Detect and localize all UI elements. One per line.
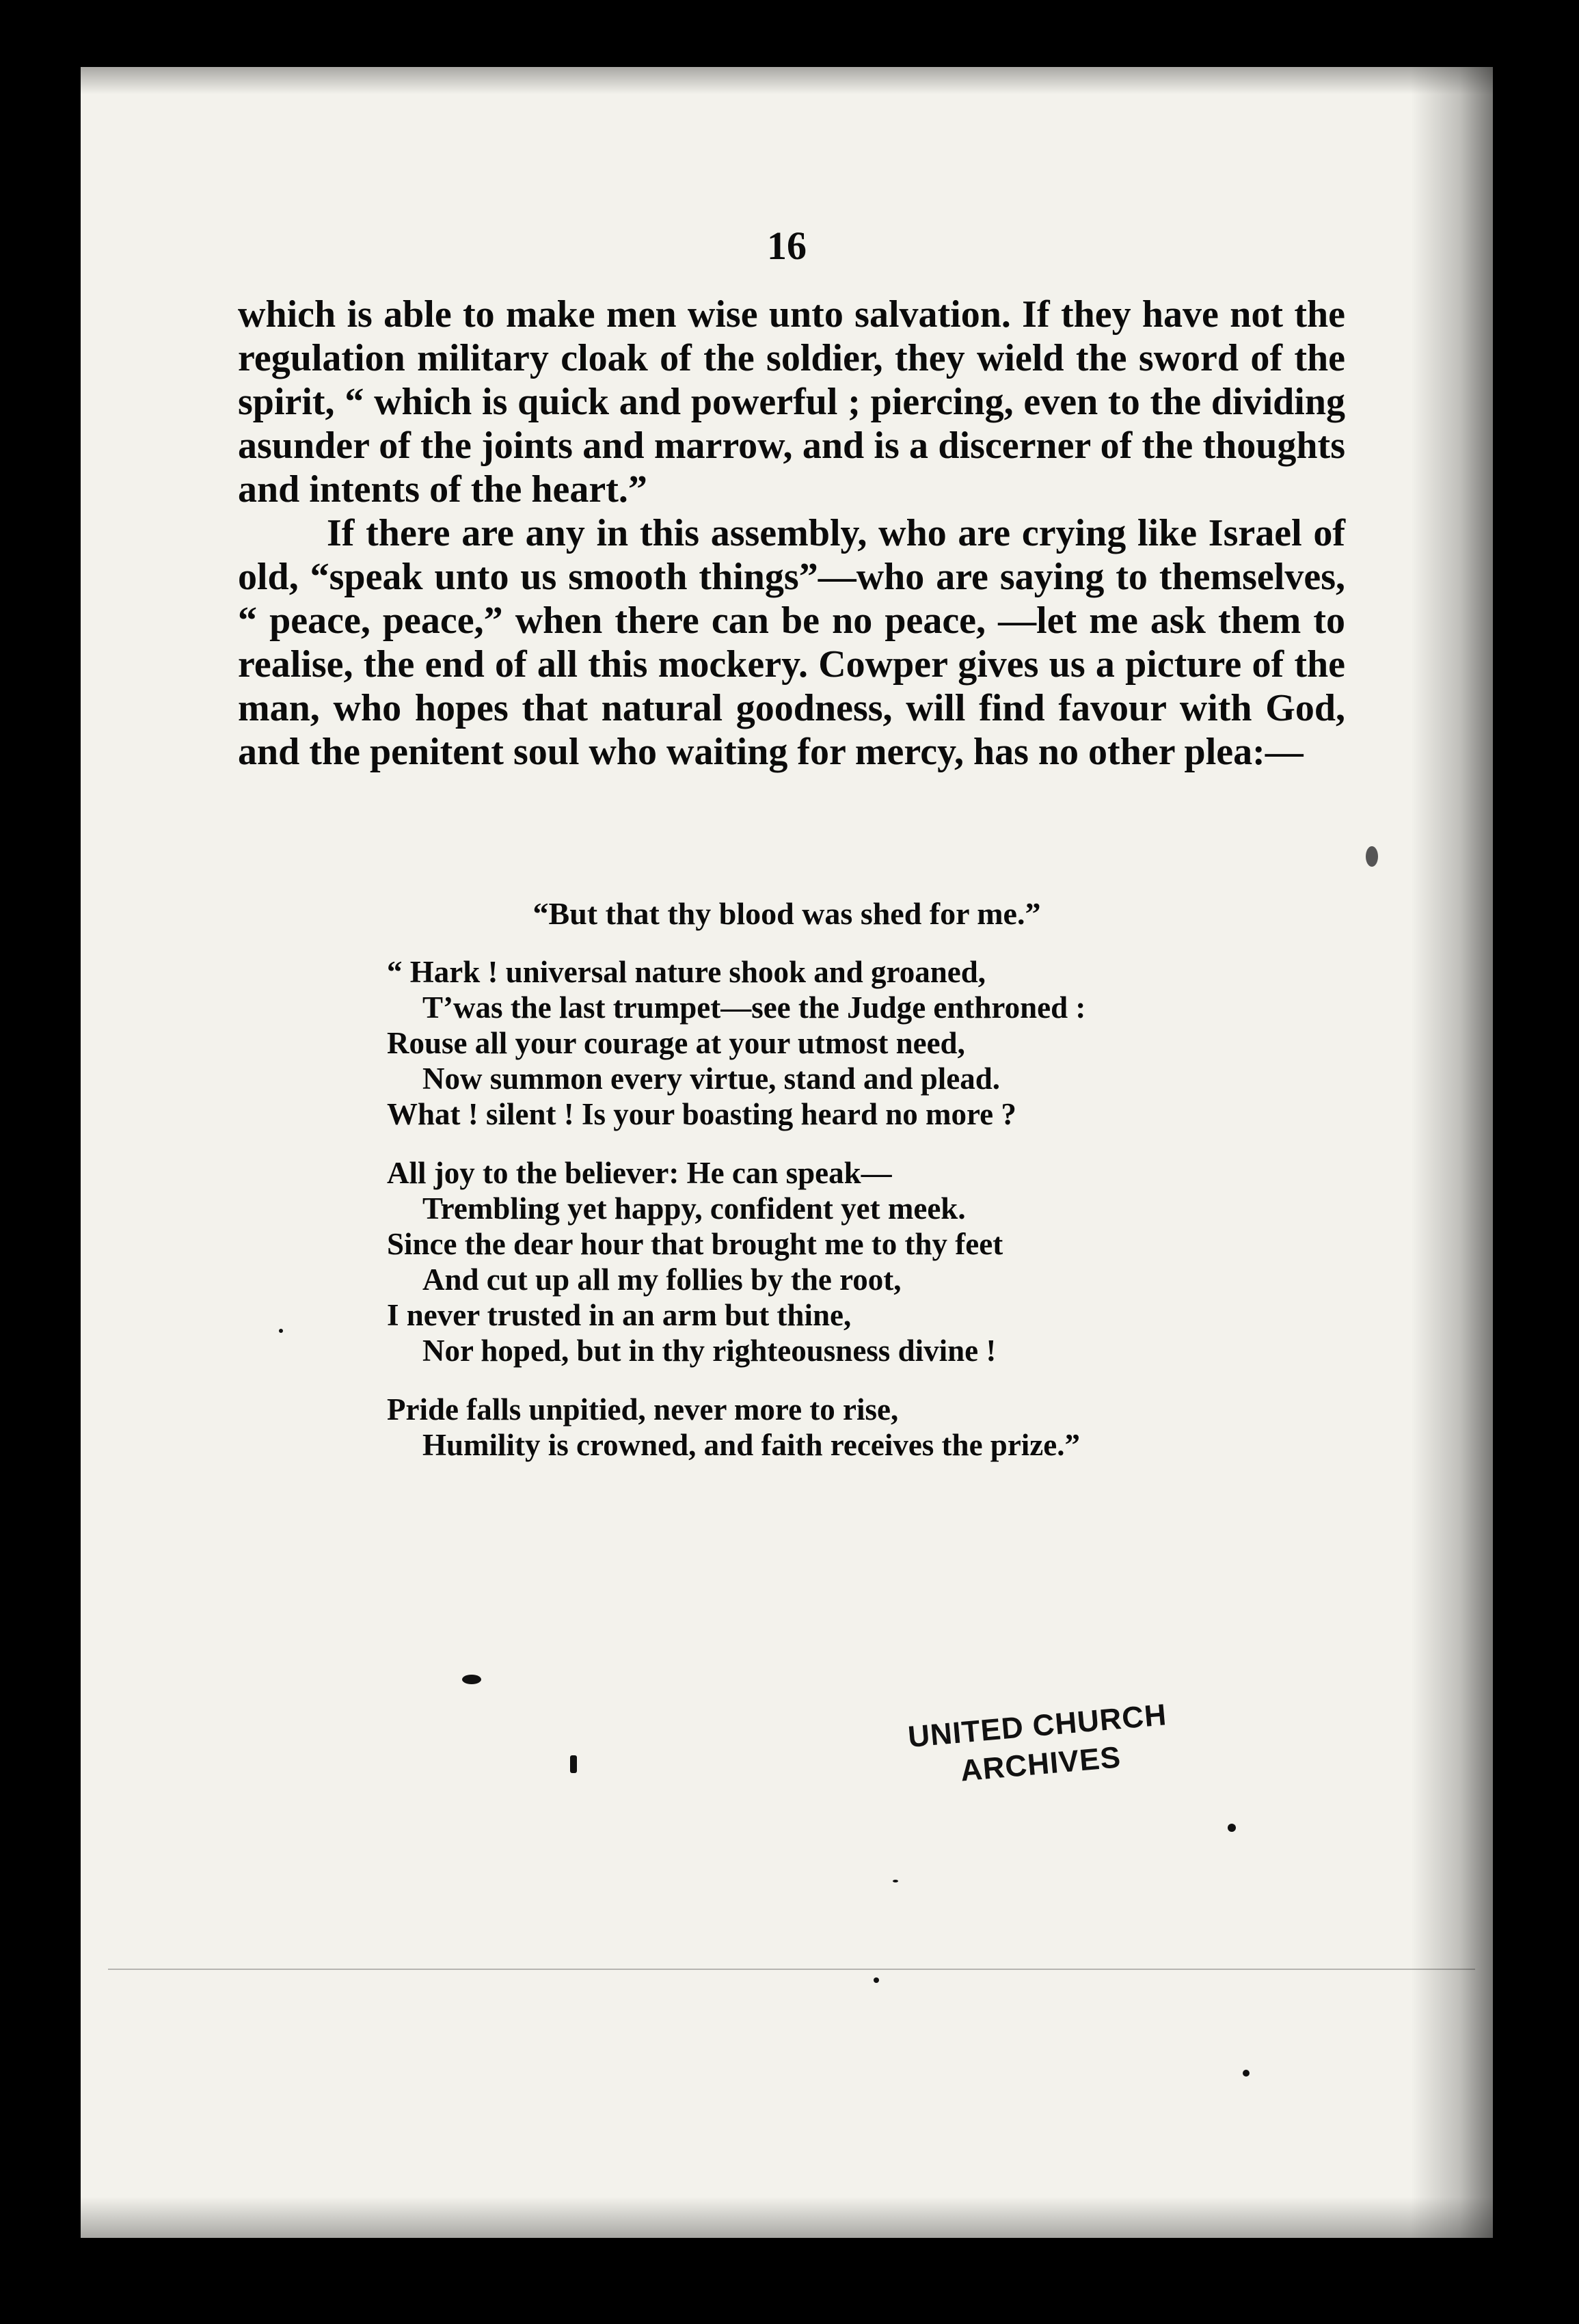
poem-stanza-3 [387, 1392, 1276, 1463]
poem [387, 954, 1276, 1486]
poem-line: Since the dear hour that brought me to thy feet [387, 1227, 1003, 1261]
poem-line: All joy to the believer: He can speak— [387, 1156, 892, 1190]
poem-line: Pride falls unpitied, never more to rise, [387, 1392, 899, 1427]
poem-line: What ! silent ! Is your boasting heard no more ? [387, 1097, 1016, 1131]
poem-stanza-1 [387, 954, 1276, 1132]
poem-line: Humility is crowned, and faith receives the prize.” [422, 1428, 1080, 1462]
bottom-edge-shadow [81, 2197, 1493, 2238]
paragraph-1: which is able to make men wise unto salvation. If they have not the regulation military cloak of the soldier, they wield the sword of the spirit, “ which is quick and powerful ; piercing, even to the dividing asunder of the joints and marrow, and is a discerner of the thoughts and intents of the heart.” [238, 293, 1345, 511]
poem-line: Nor hoped, but in thy righteousness divine ! [422, 1334, 997, 1368]
scan-speck [1366, 846, 1378, 867]
scan-speck [1228, 1824, 1236, 1832]
poem-line: And cut up all my follies by the root, [422, 1262, 902, 1297]
top-edge-shadow [81, 67, 1493, 94]
body-text [238, 293, 1345, 774]
poem-line: T’was the last trumpet—see the Judge enthroned : [422, 990, 1086, 1025]
paragraph-2: If there are any in this assembly, who are crying like Israel of old, “speak unto us smooth things”—who are saying to themselves, “ peace, peace,” when there can be no peace, —let me ask them to realise, the end of all this mockery. Cowper gives us a picture of the man, who hopes that natural goodness, will find favour with God, and the penitent soul who waiting for mercy, has no other plea:— [238, 512, 1345, 773]
right-edge-shadow [1411, 67, 1493, 2238]
scan-speck [279, 1329, 283, 1333]
document-page [81, 67, 1493, 2238]
scan-speck [570, 1755, 577, 1773]
scan-speck [1243, 2070, 1250, 2077]
scan-speck [874, 1977, 879, 1983]
scan-speck [462, 1675, 481, 1684]
quote-line: “But that thy blood was shed for me.” [532, 896, 1041, 931]
poem-line: Trembling yet happy, confident yet meek. [422, 1191, 966, 1226]
archive-stamp [893, 1694, 1185, 1796]
poem-line: “ Hark ! universal nature shook and groaned, [387, 955, 986, 989]
scan-fold-line [108, 1969, 1475, 1970]
stamp-line-1: UNITED CHURCH [906, 1698, 1168, 1755]
poem-line: Now summon every virtue, stand and plead. [422, 1062, 1001, 1096]
poem-stanza-2 [387, 1155, 1276, 1368]
poem-line: Rouse all your courage at your utmost need, [387, 1026, 965, 1060]
stamp-line-2: ARCHIVES [959, 1740, 1122, 1788]
page-number: 16 [767, 224, 807, 268]
poem-line: I never trusted in an arm but thine, [387, 1298, 852, 1332]
scan-speck [893, 1880, 898, 1882]
